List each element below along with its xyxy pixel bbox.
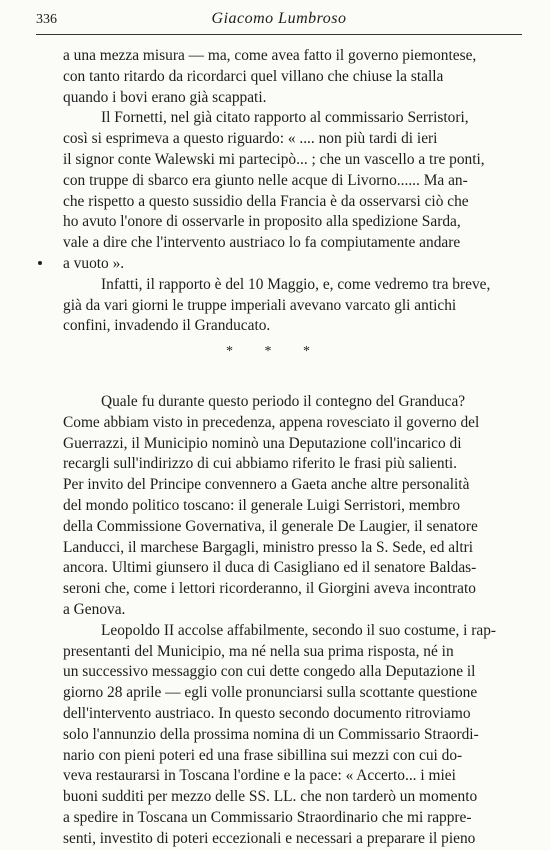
text-line: Landucci, il marchese Bargagli, ministro presso la S. Sede, ed altri bbox=[63, 538, 474, 556]
text-line: Leopoldo II accolse affabilmente, secondo il suo costume, i rap- bbox=[101, 621, 497, 639]
text-line: recargli sull'indirizzo di cui abbiamo riferito le frasi più salienti. bbox=[63, 455, 457, 473]
text-line: nario con pieni poteri ed una frase sibillina sui mezzi con cui do- bbox=[63, 746, 463, 764]
text-line: con tanto ritardo da ricordarci quel villano che chiuse la stalla bbox=[63, 67, 444, 85]
running-head: Giacomo Lumbroso bbox=[211, 10, 347, 27]
text-line: senti, investito di poteri eccezionali e necessari a preparare il pieno bbox=[63, 829, 476, 847]
text-line: a Genova. bbox=[63, 600, 126, 618]
text-line: già da vari giorni le truppe imperiali avevano varcato gli antichi bbox=[63, 296, 457, 314]
text-line: ho avuto l'onore di osservarle in proposito alla spedizione Sarda, bbox=[63, 213, 461, 231]
text-line: Il Fornetti, nel già citato rapporto al commissario Serristori, bbox=[101, 109, 469, 127]
text-line: seroni che, come i lettori ricorderanno, il Giorgini aveva incontrato bbox=[63, 580, 476, 598]
text-line: con truppe di sbarco era giunto nelle acque di Livorno...... Ma an- bbox=[63, 171, 468, 189]
text-block-2 bbox=[63, 392, 523, 850]
margin-mark bbox=[38, 261, 42, 265]
text-line: Per invito del Principe convennero a Gaeta anche altre personalità bbox=[63, 476, 470, 494]
text-line: solo l'annunzio della prossima nomina di un Commissario Straordi- bbox=[63, 725, 479, 743]
page-header bbox=[36, 10, 522, 34]
text-line: confini, invadendo il Granducato. bbox=[63, 317, 271, 335]
text-line: del mondo politico toscano: il generale Luigi Serristori, membro bbox=[63, 496, 461, 514]
text-line: Infatti, il rapporto è del 10 Maggio, e, come vedremo tra breve, bbox=[101, 275, 491, 293]
text-line: il signor conte Walewski mi parteciрò... ; che un vascello a tre ponti, bbox=[63, 150, 485, 168]
text-line: che rispetto a questo sussidio della Francia è da osservarsi ciò che bbox=[63, 192, 469, 210]
text-line: dell'intervento austriaco. In questo secondo documento ritroviamo bbox=[63, 704, 471, 722]
text-line: Come abbiam visto in precedenza, appena rovesciato il governo del bbox=[63, 413, 480, 431]
text-line: presentanti del Municipio, ma né nella sua prima risposta, né in bbox=[63, 642, 454, 660]
text-line: buoni sudditi per mezzo delle SS. LL. che non tarderò un momento bbox=[63, 788, 478, 806]
section-separator: * * * bbox=[226, 344, 324, 359]
text-line: della Commissione Governativa, il generale De Laugier, il senatore bbox=[63, 517, 478, 535]
page-number: 336 bbox=[36, 12, 57, 27]
text-line: Quale fu durante questo periodo il contegno del Granduca? bbox=[101, 393, 466, 410]
text-line: ancora. Ultimi giunsero il duca di Casigliano ed il senatore Baldas- bbox=[63, 559, 477, 577]
text-line: a una mezza misura — ma, come avea fatto il governo piemontese, bbox=[63, 47, 477, 64]
text-line: così si esprimeva a questo riguardo: « .... non più tardi di ieri bbox=[63, 130, 438, 148]
text-line: quando i bovi erano già scappati. bbox=[63, 88, 267, 106]
text-line: vale a dire che l'intervento austriaco lo fa compiutamente andare bbox=[63, 234, 461, 252]
text-line: Guerrazzi, il Municipio nominò una Deputazione coll'incarico di bbox=[63, 434, 462, 452]
header-rule bbox=[36, 34, 522, 35]
text-line: a vuoto ». bbox=[63, 254, 125, 272]
text-line: a spedire in Toscana un Commissario Straordinario che mi rappre- bbox=[63, 808, 472, 826]
text-block-1 bbox=[63, 46, 523, 337]
text-line: giorno 28 aprile — egli volle pronunciarsi sulla scottante questione bbox=[63, 684, 478, 702]
text-line: un successivo messaggio con cui dette congedo alla Deputazione il bbox=[63, 663, 476, 681]
text-line: veva restaurarsi in Toscana l'ordine e la pace: « Accerto... i miei bbox=[63, 767, 456, 785]
